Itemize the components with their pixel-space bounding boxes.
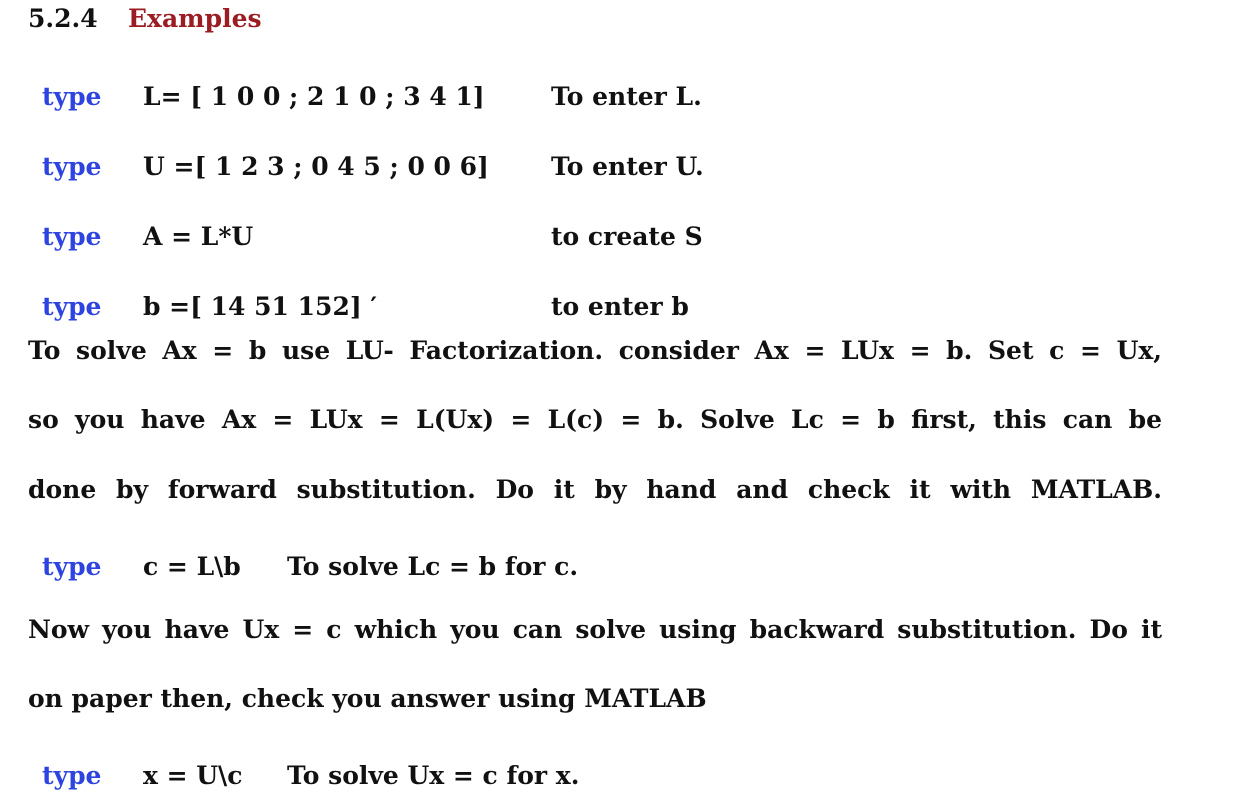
paragraph-line: To solve Ax = b use LU- Factorization. consider Ax = LUx = b. Set c = Ux,	[28, 336, 1162, 365]
paragraph-line: on paper then, check you answer using MATLAB	[28, 684, 707, 713]
command-description: To solve Ux = c for x.	[287, 761, 580, 790]
command-text: x = U\c	[143, 761, 243, 790]
command-text: c = L\b	[143, 552, 241, 581]
paragraph-line: Now you have Ux = c which you can solve using backward substitution. Do it	[28, 615, 1162, 644]
command-text: L= [ 1 0 0 ; 2 1 0 ; 3 4 1]	[143, 82, 485, 111]
command-description: To solve Lc = b for c.	[287, 552, 579, 581]
command-description: To enter U.	[551, 152, 704, 181]
keyword-type: type	[42, 761, 102, 790]
keyword-type: type	[42, 152, 102, 181]
keyword-type: type	[42, 82, 102, 111]
keyword-type: type	[42, 552, 102, 581]
command-text: U =[ 1 2 3 ; 0 4 5 ; 0 0 6]	[143, 152, 489, 181]
keyword-type: type	[42, 292, 102, 321]
paragraph-line: done by forward substitution. Do it by hand and check it with MATLAB.	[28, 475, 1162, 504]
keyword-type: type	[42, 222, 102, 251]
section-number: 5.2.4	[28, 4, 98, 33]
command-description: to create S	[551, 222, 703, 251]
command-text: b =[ 14 51 152] ′	[143, 292, 377, 321]
paragraph-line: so you have Ax = LUx = L(Ux) = L(c) = b. Solve Lc = b first, this can be	[28, 405, 1162, 434]
command-description: To enter L.	[551, 82, 702, 111]
command-text: A = L*U	[143, 222, 254, 251]
section-title: Examples	[128, 4, 262, 33]
command-description: to enter b	[551, 292, 689, 321]
